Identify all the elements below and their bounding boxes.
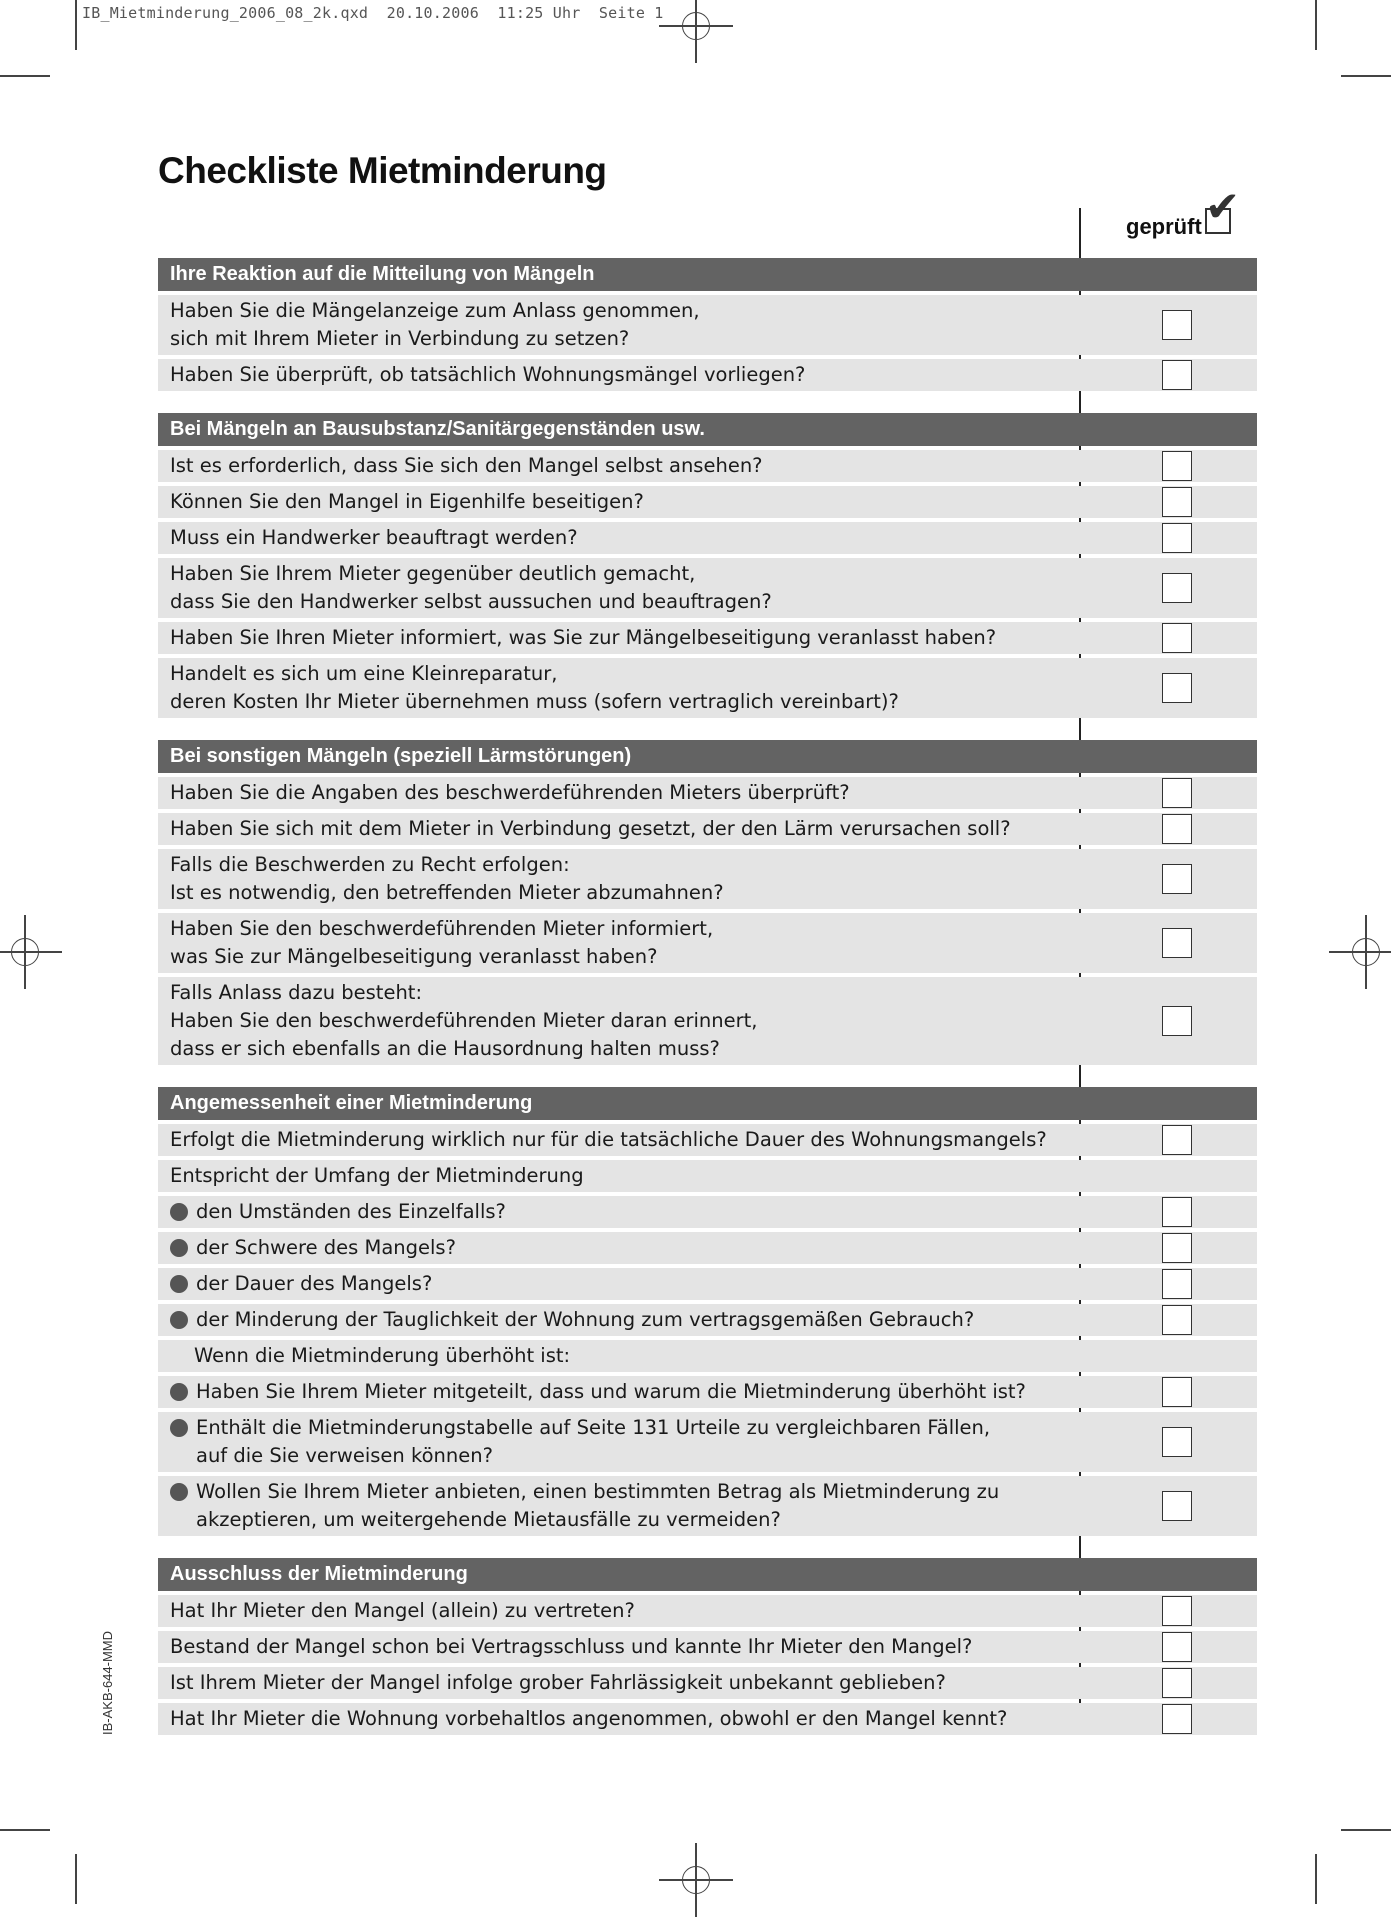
crop-mark [0,75,50,77]
checklist-item [158,1304,1257,1336]
question-cell [158,913,1080,973]
checkbox-cell [1080,1631,1257,1663]
registration-mark-icon [682,1866,710,1894]
question-cell [158,1667,1080,1699]
checked-checkbox[interactable] [1162,523,1192,553]
bullet-icon [170,1383,188,1401]
checklist-item [158,977,1257,1065]
question-text: Haben Sie die Mängelanzeige zum Anlass genommen, sich mit Ihrem Mieter in Verbindung zu setzen? [170,299,700,350]
question-text: Wollen Sie Ihrem Mieter anbieten, einen bestimmten Betrag als Mietminderung zu akzeptieren, um weitergehende Mietausfälle zu vermeiden? [196,1480,1000,1531]
checkbox-cell [1080,1667,1257,1699]
crop-mark [0,1829,50,1831]
question-text: Hat Ihr Mieter den Mangel (allein) zu vertreten? [170,1599,635,1622]
question-text: Haben Sie überprüft, ob tatsächlich Wohnungsmängel vorliegen? [170,363,806,386]
checklist-section [158,740,1257,1065]
checkbox-cell [1080,1196,1257,1228]
question-text: Haben Sie den beschwerdeführenden Mieter informiert, was Sie zur Mängelbeseitigung veranlasst haben? [170,917,714,968]
question-text: der Dauer des Mangels? [196,1272,433,1295]
crop-mark [1315,0,1317,50]
checkbox-cell [1080,813,1257,845]
checkbox-cell [1080,486,1257,518]
checklist-item [158,813,1257,845]
question-text: Haben Sie Ihrem Mieter gegenüber deutlich gemacht, dass Sie den Handwerker selbst aussuchen und beauftragen? [170,562,772,613]
checkbox-cell [1080,1595,1257,1627]
checkbox-cell [1080,1124,1257,1156]
bullet-icon [170,1203,188,1221]
question-text: Haben Sie Ihren Mieter informiert, was Sie zur Mängelbeseitigung veranlasst haben? [170,626,997,649]
checkbox-cell [1080,295,1257,355]
section-heading: Bei sonstigen Mängeln (speziell Lärmstörungen) [158,740,1257,773]
question-text: Handelt es sich um eine Kleinreparatur, deren Kosten Ihr Mieter übernehmen muss (sofern vertraglich vereinbart)? [170,662,899,713]
checked-checkbox[interactable] [1162,573,1192,603]
question-text: Erfolgt die Mietminderung wirklich nur für die tatsächliche Dauer des Wohnungsmangels? [170,1128,1047,1151]
checkbox-cell [1080,522,1257,554]
bullet-icon [170,1275,188,1293]
checkbox-cell [1080,777,1257,809]
question-text: Ist es erforderlich, dass Sie sich den Mangel selbst ansehen? [170,454,763,477]
checklist-item [158,1376,1257,1408]
question-cell [158,522,1080,554]
checkbox-cell [1080,450,1257,482]
checkmark-icon: ✔ [1205,182,1241,231]
checklist [158,258,1257,1757]
checklist-section [158,1558,1257,1735]
section-heading: Ihre Reaktion auf die Mitteilung von Mängeln [158,258,1257,291]
question-cell [158,1412,1080,1472]
document-code: IB-AKB-644-MMD [100,1630,115,1735]
question-text: Haben Sie Ihrem Mieter mitgeteilt, dass und warum die Mietminderung überhöht ist? [196,1380,1026,1403]
checkbox-cell [1080,849,1257,909]
question-cell [158,1631,1080,1663]
question-text: Bestand der Mangel schon bei Vertragsschluss und kannte Ihr Mieter den Mangel? [170,1635,973,1658]
question-cell [158,1160,1080,1192]
question-cell [158,658,1080,718]
question-text: Hat Ihr Mieter die Wohnung vorbehaltlos angenommen, obwohl er den Mangel kennt? [170,1707,1008,1730]
question-cell [158,1232,1080,1264]
checked-checkbox[interactable] [1162,928,1192,958]
checklist-item [158,1631,1257,1663]
section-heading: Bei Mängeln an Bausubstanz/Sanitärgegenständen usw. [158,413,1257,446]
checked-checkbox[interactable] [1162,1305,1192,1335]
question-cell [158,849,1080,909]
question-text: der Schwere des Mangels? [196,1236,456,1259]
question-cell [158,1304,1080,1336]
question-cell [158,777,1080,809]
question-cell [158,1196,1080,1228]
checklist-item [158,849,1257,909]
bullet-icon [170,1239,188,1257]
checked-checkbox[interactable] [1162,1491,1192,1521]
checked-checkbox[interactable] [1162,814,1192,844]
checked-checkbox[interactable] [1162,778,1192,808]
checkbox-cell [1080,1340,1257,1372]
crop-mark [75,1854,77,1904]
checklist-item [158,558,1257,618]
question-text: Falls Anlass dazu besteht: Haben Sie den beschwerdeführenden Mieter daran erinnert, dass er sich ebenfalls an die Hausordnung halten muss? [170,981,758,1060]
question-cell [158,1124,1080,1156]
checklist-item [158,1412,1257,1472]
checklist-item [158,777,1257,809]
checkbox-cell [1080,1304,1257,1336]
checked-checkbox[interactable] [1162,623,1192,653]
checked-checkbox[interactable] [1162,1427,1192,1457]
question-cell [158,1340,1080,1372]
question-cell [158,813,1080,845]
question-text: Muss ein Handwerker beauftragt werden? [170,526,578,549]
question-text: Ist Ihrem Mieter der Mangel infolge grober Fahrlässigkeit unbekannt geblieben? [170,1671,946,1694]
checklist-item [158,1268,1257,1300]
checklist-item [158,1124,1257,1156]
checkbox-cell [1080,977,1257,1065]
checked-checkbox[interactable] [1162,1269,1192,1299]
checked-checkbox[interactable] [1162,864,1192,894]
checklist-item [158,1595,1257,1627]
section-heading: Ausschluss der Mietminderung [158,1558,1257,1591]
checked-checkbox[interactable] [1162,360,1192,390]
question-text: Können Sie den Mangel in Eigenhilfe beseitigen? [170,490,644,513]
checkbox-cell [1080,1232,1257,1264]
question-text: Enthält die Mietminderungstabelle auf Seite 131 Urteile zu vergleichbaren Fällen, auf die Sie verweisen können? [196,1416,991,1467]
checked-checkbox[interactable] [1162,1197,1192,1227]
checklist-item [158,1340,1257,1372]
checklist-item [158,1232,1257,1264]
checked-column-label: geprüft [1126,214,1202,239]
checklist-item [158,913,1257,973]
question-text: den Umständen des Einzelfalls? [196,1200,506,1223]
question-text: Haben Sie die Angaben des beschwerdeführenden Mieters überprüft? [170,781,850,804]
page-title: Checkliste Mietminderung [158,150,607,191]
checked-checkbox[interactable] [1162,1377,1192,1407]
registration-mark-icon [11,938,39,966]
question-cell [158,359,1080,391]
question-cell [158,1476,1080,1536]
checked-checkbox[interactable] [1162,487,1192,517]
registration-mark-icon [682,12,710,40]
checkbox-cell [1080,1412,1257,1472]
checkbox-cell [1080,1268,1257,1300]
bullet-icon [170,1419,188,1437]
question-cell [158,1595,1080,1627]
crop-mark [1341,75,1391,77]
question-text: Haben Sie sich mit dem Mieter in Verbindung gesetzt, der den Lärm verursachen soll? [170,817,1011,840]
bullet-icon [170,1311,188,1329]
checked-checkbox[interactable] [1162,1233,1192,1263]
checked-checkbox[interactable] [1162,1632,1192,1662]
question-cell [158,1268,1080,1300]
bullet-icon [170,1483,188,1501]
checked-checkbox[interactable] [1162,1125,1192,1155]
checklist-item [158,450,1257,482]
checklist-section [158,413,1257,718]
checked-checkbox[interactable] [1162,1668,1192,1698]
checklist-section [158,1087,1257,1536]
question-cell [158,1376,1080,1408]
checklist-item [158,1196,1257,1228]
checkbox-cell [1080,558,1257,618]
checklist-item [158,622,1257,654]
question-cell [158,622,1080,654]
checklist-item [158,522,1257,554]
checked-checkbox[interactable] [1162,451,1192,481]
checkbox-cell [1080,1703,1257,1735]
question-cell [158,295,1080,355]
checked-checkbox[interactable] [1162,1596,1192,1626]
checked-checkbox[interactable] [1162,1704,1192,1734]
question-cell [158,486,1080,518]
print-slug: IB_Mietminderung_2006_08_2k.qxd 20.10.2006 11:25 Uhr Seite 1 [82,4,664,22]
registration-mark-icon [1352,938,1380,966]
question-cell [158,1703,1080,1735]
question-text: Wenn die Mietminderung überhöht ist: [194,1344,571,1367]
crop-mark [1315,1854,1317,1904]
question-text: Falls die Beschwerden zu Recht erfolgen: Ist es notwendig, den betreffenden Mieter abzumahnen? [170,853,724,904]
checked-checkbox[interactable] [1162,673,1192,703]
checklist-item [158,1476,1257,1536]
question-cell [158,977,1080,1065]
checklist-item [158,1160,1257,1192]
checkbox-cell [1080,622,1257,654]
checkbox-cell [1080,359,1257,391]
checkbox-cell [1080,913,1257,973]
crop-mark [1341,1829,1391,1831]
checkbox-cell [1080,1376,1257,1408]
checklist-item [158,658,1257,718]
checklist-item [158,1667,1257,1699]
question-text: Entspricht der Umfang der Mietminderung [170,1164,584,1187]
checked-checkbox[interactable] [1162,310,1192,340]
checklist-item [158,486,1257,518]
question-text: der Minderung der Tauglichkeit der Wohnung zum vertragsgemäßen Gebrauch? [196,1308,975,1331]
checklist-item [158,295,1257,355]
checked-checkbox[interactable] [1162,1006,1192,1036]
checkbox-cell [1080,658,1257,718]
question-cell [158,450,1080,482]
checklist-item [158,1703,1257,1735]
checklist-item [158,359,1257,391]
question-cell [158,558,1080,618]
checklist-section [158,258,1257,391]
checkbox-cell [1080,1160,1257,1192]
crop-mark [75,0,77,50]
checkbox-cell [1080,1476,1257,1536]
section-heading: Angemessenheit einer Mietminderung [158,1087,1257,1120]
